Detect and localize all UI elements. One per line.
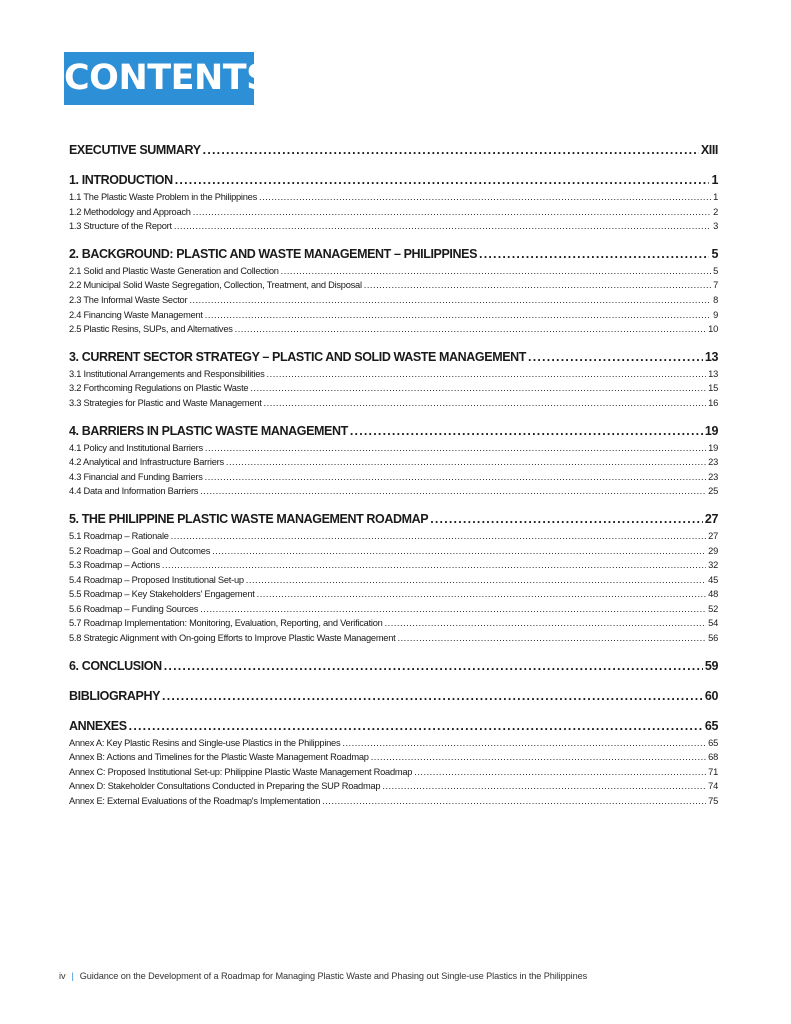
toc-dot-leader bbox=[162, 558, 706, 573]
toc-dot-leader bbox=[414, 765, 706, 780]
footer-page-number: iv bbox=[59, 971, 66, 981]
toc-dot-leader bbox=[371, 750, 706, 765]
toc-section-page: 1 bbox=[711, 173, 718, 187]
toc-section bbox=[69, 509, 718, 646]
toc-dot-leader bbox=[189, 293, 711, 308]
toc-section-page: 27 bbox=[704, 511, 718, 526]
toc-section-entry[interactable] bbox=[69, 244, 718, 264]
toc-section-label: 5. THE PHILIPPINE PLASTIC WASTE MANAGEMENT ROADMAP bbox=[69, 511, 429, 526]
toc-dot-leader bbox=[129, 716, 703, 736]
toc-subsection-entry[interactable] bbox=[69, 529, 718, 544]
toc-section-label: EXECUTIVE SUMMARY bbox=[69, 143, 201, 157]
toc-dot-leader bbox=[385, 616, 707, 631]
toc-subsection-entry[interactable] bbox=[69, 794, 718, 809]
toc-subsection-label: 2.1 Solid and Plastic Waste Generation and Collection bbox=[69, 265, 279, 276]
toc-dot-leader bbox=[171, 529, 706, 544]
toc-subsection-entry[interactable] bbox=[69, 367, 718, 382]
toc-subsection-entry[interactable] bbox=[69, 278, 718, 293]
toc-subsection-label: 3.3 Strategies for Plastic and Waste Management bbox=[69, 397, 262, 408]
toc-subsection-label: 5.7 Roadmap Implementation: Monitoring, Evaluation, Reporting, and Verification bbox=[69, 618, 383, 629]
toc-subsection-label: 2.5 Plastic Resins, SUPs, and Alternatives bbox=[69, 324, 233, 335]
toc-subsection-page: 56 bbox=[708, 633, 718, 644]
toc-dot-leader bbox=[174, 219, 711, 234]
toc-subsection-page: 65 bbox=[708, 737, 718, 748]
toc-section bbox=[69, 140, 718, 160]
toc-subsection-entry[interactable] bbox=[69, 381, 718, 396]
toc-dot-leader bbox=[350, 421, 703, 441]
toc-section-entry[interactable] bbox=[69, 140, 718, 160]
toc-subsection-label: 1.2 Methodology and Approach bbox=[69, 206, 191, 217]
toc-subsection-entry[interactable] bbox=[69, 219, 718, 234]
toc-subsection-page: 29 bbox=[708, 545, 718, 556]
toc-dot-leader bbox=[226, 455, 706, 470]
toc-dot-leader bbox=[193, 205, 711, 220]
toc-section-label: BIBLIOGRAPHY bbox=[69, 688, 161, 703]
toc-subsection-label: 5.1 Roadmap – Rationale bbox=[69, 530, 169, 541]
toc-section-entry[interactable] bbox=[69, 716, 718, 736]
toc-subsection-entry[interactable] bbox=[69, 616, 718, 631]
toc-subsection-page: 2 bbox=[713, 206, 718, 217]
toc-dot-leader bbox=[281, 264, 711, 279]
toc-section-entry[interactable] bbox=[69, 686, 718, 706]
toc-dot-leader bbox=[250, 381, 706, 396]
toc-subsection-page: 74 bbox=[708, 781, 718, 792]
toc-subsection-page: 7 bbox=[713, 280, 718, 291]
toc-subsection-label: 4.3 Financial and Funding Barriers bbox=[69, 471, 203, 482]
toc-section-label: ANNEXES bbox=[69, 718, 127, 733]
toc-section-page: XIII bbox=[700, 143, 718, 157]
toc-subsection-label: Annex A: Key Plastic Resins and Single-use Plastics in the Philippines bbox=[69, 737, 341, 748]
toc-subsection-label: Annex E: External Evaluations of the Roadmap's Implementation bbox=[69, 796, 321, 807]
toc-section bbox=[69, 686, 718, 706]
toc-subsection-entry[interactable] bbox=[69, 396, 718, 411]
toc-section-page: 65 bbox=[704, 718, 718, 733]
toc-subsection-label: Annex B: Actions and Timelines for the Plastic Waste Management Roadmap bbox=[69, 752, 369, 763]
toc-dot-leader bbox=[479, 244, 709, 264]
toc-subsection-label: 3.1 Institutional Arrangements and Responsibilities bbox=[69, 368, 265, 379]
toc-subsection-page: 75 bbox=[708, 796, 718, 807]
toc-section-page: 60 bbox=[704, 688, 718, 703]
toc-subsection-entry[interactable] bbox=[69, 765, 718, 780]
toc-section bbox=[69, 656, 718, 676]
toc-subsection-label: 5.8 Strategic Alignment with On-going Efforts to Improve Plastic Waste Management bbox=[69, 633, 396, 644]
toc-subsection-entry[interactable] bbox=[69, 558, 718, 573]
toc-subsection-label: 3.2 Forthcoming Regulations on Plastic Waste bbox=[69, 383, 249, 394]
page-title: CONTENTS bbox=[64, 52, 254, 105]
toc-subsection-label: 1.1 The Plastic Waste Problem in the Philippines bbox=[69, 192, 257, 202]
footer-document-title: Guidance on the Development of a Roadmap for Managing Plastic Waste and Phasing out Single-use Plastics in the Philippines bbox=[79, 971, 588, 981]
toc-dot-leader bbox=[259, 190, 711, 205]
toc-subsection-entry[interactable] bbox=[69, 750, 718, 765]
toc-dot-leader bbox=[264, 396, 707, 411]
toc-subsection-page: 3 bbox=[713, 221, 718, 232]
toc-subsection-page: 52 bbox=[708, 603, 718, 614]
toc-dot-leader bbox=[205, 308, 711, 323]
toc-subsection-page: 8 bbox=[713, 294, 718, 305]
toc-dot-leader bbox=[397, 631, 706, 646]
toc-subsection-label: 2.2 Municipal Solid Waste Segregation, Collection, Treatment, and Disposal bbox=[69, 280, 362, 291]
toc-dot-leader bbox=[235, 322, 707, 337]
toc-subsection-page: 71 bbox=[708, 766, 718, 777]
toc-subsection-entry[interactable] bbox=[69, 587, 718, 602]
toc-subsection-entry[interactable] bbox=[69, 602, 718, 617]
toc-dot-leader bbox=[257, 587, 707, 602]
toc-subsection-page: 5 bbox=[713, 265, 718, 276]
toc-section-entry[interactable] bbox=[69, 509, 718, 529]
toc-subsection-page: 32 bbox=[708, 560, 718, 571]
page-footer bbox=[59, 971, 587, 981]
toc-dot-leader bbox=[212, 544, 706, 559]
toc-section-page: 5 bbox=[711, 246, 718, 261]
toc-section-entry[interactable] bbox=[69, 421, 718, 441]
toc-section-entry[interactable] bbox=[69, 347, 718, 367]
toc-subsection-entry[interactable] bbox=[69, 441, 718, 456]
toc-dot-leader bbox=[203, 140, 699, 160]
toc-dot-leader bbox=[246, 573, 706, 588]
toc-section-page: 19 bbox=[704, 423, 718, 438]
toc-dot-leader bbox=[175, 170, 710, 190]
toc-subsection-label: 5.6 Roadmap – Funding Sources bbox=[69, 603, 199, 614]
toc-subsection-entry[interactable] bbox=[69, 308, 718, 323]
toc-section bbox=[69, 421, 718, 499]
toc-subsection-entry[interactable] bbox=[69, 190, 718, 205]
toc-subsection-label: 1.3 Structure of the Report bbox=[69, 221, 172, 232]
toc-dot-leader bbox=[205, 470, 707, 485]
toc-subsection-page: 45 bbox=[708, 574, 718, 585]
toc-subsection-entry[interactable] bbox=[69, 779, 718, 794]
toc-subsection-entry[interactable] bbox=[69, 573, 718, 588]
toc-subsection-page: 25 bbox=[708, 486, 718, 497]
toc-subsection-entry[interactable] bbox=[69, 470, 718, 485]
toc-dot-leader bbox=[382, 779, 706, 794]
toc-subsection-entry[interactable] bbox=[69, 264, 718, 279]
toc-dot-leader bbox=[164, 656, 703, 676]
toc-section-label: 3. CURRENT SECTOR STRATEGY – PLASTIC AND SOLID WASTE MANAGEMENT bbox=[69, 349, 527, 364]
toc-subsection-entry[interactable] bbox=[69, 293, 718, 308]
toc-subsection-label: 2.3 The Informal Waste Sector bbox=[69, 294, 188, 305]
toc-subsection-page: 48 bbox=[708, 589, 718, 600]
toc-subsection-label: 4.1 Policy and Institutional Barriers bbox=[69, 442, 203, 453]
toc-section-label: 4. BARRIERS IN PLASTIC WASTE MANAGEMENT bbox=[69, 423, 348, 438]
toc-subsection-page: 9 bbox=[713, 309, 718, 320]
toc-section bbox=[69, 244, 718, 337]
toc-subsection-label: Annex C: Proposed Institutional Set-up: Philippine Plastic Waste Management Roadmap bbox=[69, 766, 413, 777]
toc-subsection-page: 13 bbox=[708, 368, 718, 379]
toc-subsection-page: 27 bbox=[708, 530, 718, 541]
toc-subsection-entry[interactable] bbox=[69, 544, 718, 559]
toc-subsection-page: 54 bbox=[708, 618, 718, 629]
toc-subsection-label: 5.3 Roadmap – Actions bbox=[69, 560, 160, 571]
toc-dot-leader bbox=[322, 794, 706, 809]
toc-dot-leader bbox=[364, 278, 711, 293]
toc-subsection-page: 1 bbox=[713, 192, 718, 202]
toc-subsection-page: 23 bbox=[708, 457, 718, 468]
toc-dot-leader bbox=[430, 509, 703, 529]
toc-subsection-entry[interactable] bbox=[69, 736, 718, 751]
toc-subsection-entry[interactable] bbox=[69, 205, 718, 220]
toc-subsection-page: 15 bbox=[708, 383, 718, 394]
toc-section bbox=[69, 170, 718, 234]
table-of-contents bbox=[69, 140, 718, 819]
toc-dot-leader bbox=[162, 686, 703, 706]
toc-section-entry[interactable] bbox=[69, 170, 718, 190]
toc-subsection-page: 19 bbox=[708, 442, 718, 453]
toc-subsection-entry[interactable] bbox=[69, 484, 718, 499]
toc-section-page: 13 bbox=[704, 349, 718, 364]
footer-separator: | bbox=[71, 971, 74, 981]
toc-subsection-entry[interactable] bbox=[69, 631, 718, 646]
toc-section bbox=[69, 347, 718, 411]
toc-subsection-label: 5.2 Roadmap – Goal and Outcomes bbox=[69, 545, 211, 556]
toc-dot-leader bbox=[200, 484, 706, 499]
toc-subsection-entry[interactable] bbox=[69, 455, 718, 470]
toc-subsection-label: Annex D: Stakeholder Consultations Conducted in Preparing the SUP Roadmap bbox=[69, 781, 381, 792]
toc-subsection-label: 2.4 Financing Waste Management bbox=[69, 309, 203, 320]
toc-subsection-page: 68 bbox=[708, 752, 718, 763]
toc-section-label: 2. BACKGROUND: PLASTIC AND WASTE MANAGEMENT – PHILIPPINES bbox=[69, 246, 478, 261]
toc-dot-leader bbox=[200, 602, 706, 617]
toc-dot-leader bbox=[205, 441, 706, 456]
toc-subsection-page: 16 bbox=[708, 397, 718, 408]
toc-subsection-page: 23 bbox=[708, 471, 718, 482]
toc-dot-leader bbox=[342, 736, 706, 751]
toc-section-entry[interactable] bbox=[69, 656, 718, 676]
toc-section bbox=[69, 716, 718, 809]
toc-section-page: 59 bbox=[704, 658, 718, 673]
toc-dot-leader bbox=[267, 367, 707, 382]
toc-section-label: 6. CONCLUSION bbox=[69, 658, 162, 673]
toc-subsection-label: 4.4 Data and Information Barriers bbox=[69, 486, 199, 497]
toc-dot-leader bbox=[528, 347, 703, 367]
toc-subsection-label: 4.2 Analytical and Infrastructure Barriers bbox=[69, 457, 224, 468]
toc-section-label: 1. INTRODUCTION bbox=[69, 173, 173, 187]
toc-subsection-page: 10 bbox=[708, 324, 718, 335]
toc-subsection-label: 5.4 Roadmap – Proposed Institutional Set-up bbox=[69, 574, 244, 585]
toc-subsection-entry[interactable] bbox=[69, 322, 718, 337]
toc-subsection-label: 5.5 Roadmap – Key Stakeholders' Engagement bbox=[69, 589, 255, 600]
